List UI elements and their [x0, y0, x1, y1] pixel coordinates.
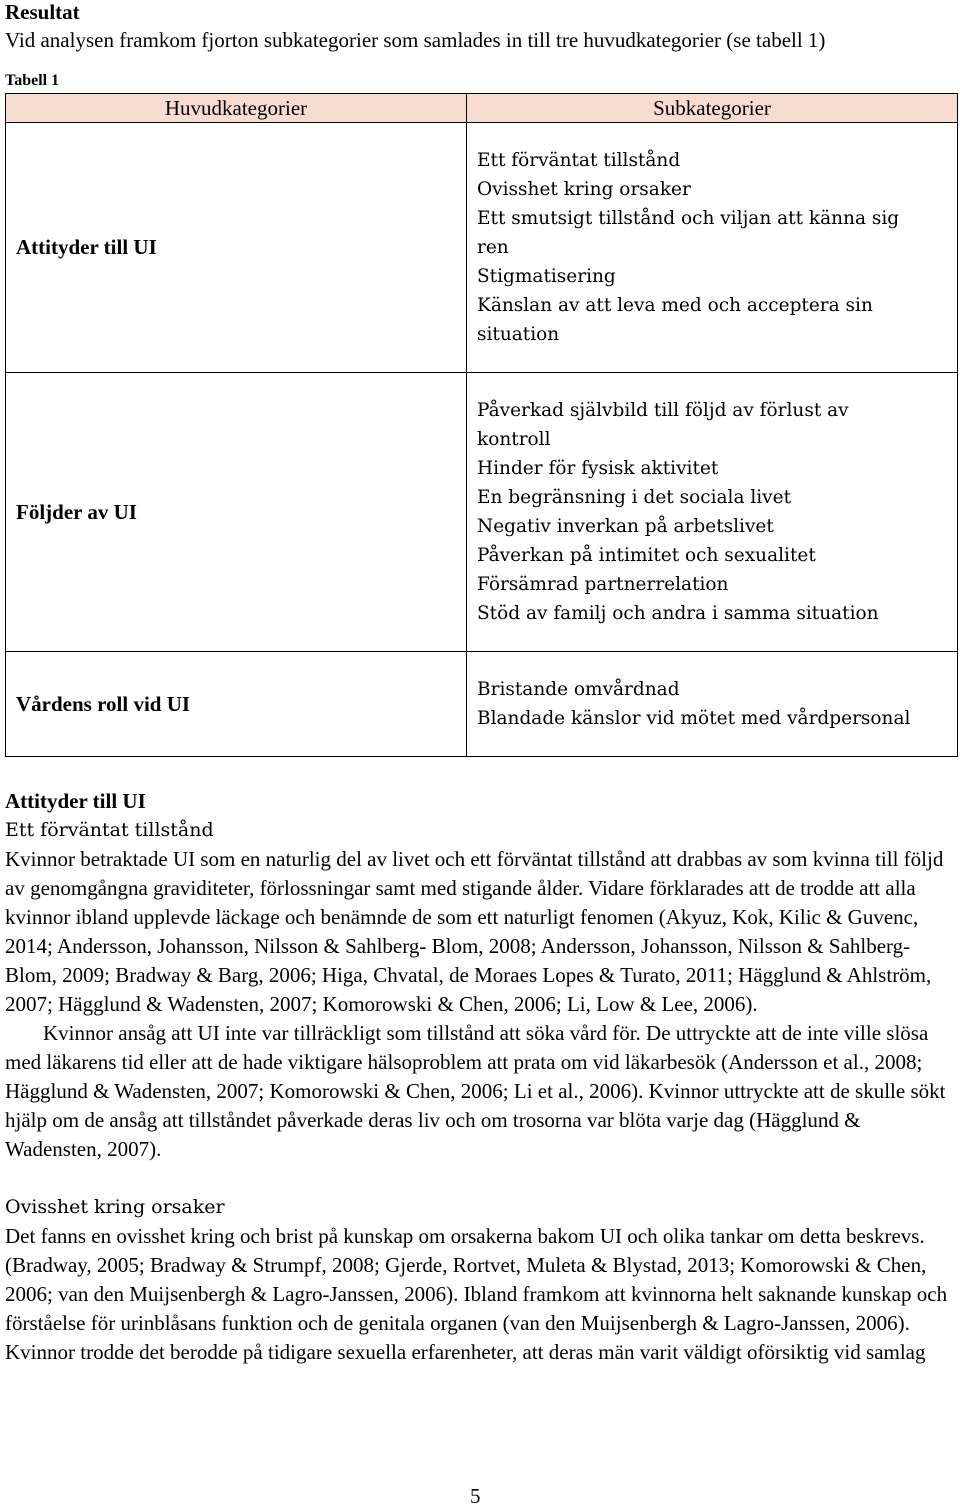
page-number: 5 — [470, 1484, 481, 1508]
subcategory-line: Blandade känslor vid mötet med vårdpersonal — [477, 708, 911, 729]
subcategory-line: Stöd av familj och andra i samma situation — [477, 603, 879, 624]
subcategory-line: ren — [477, 237, 509, 258]
header-subcategories: Subkategorier — [467, 94, 958, 123]
header-main-categories: Huvudkategorier — [6, 94, 467, 123]
section-title: Attityder till UI — [5, 789, 146, 813]
subcategory-line: situation — [477, 324, 560, 345]
table-header-row — [6, 94, 958, 123]
subcategory-line: Hinder för fysisk aktivitet — [477, 458, 719, 479]
document-page — [5, 0, 955, 1367]
main-category-cell: Attityder till UI — [6, 123, 467, 373]
subcategory-line: Negativ inverkan på arbetslivet — [477, 516, 774, 537]
category-table — [5, 93, 958, 757]
table-row — [6, 652, 958, 757]
main-category-cell: Vårdens roll vid UI — [6, 652, 467, 757]
subcategory-line: Ett förväntat tillstånd — [477, 150, 681, 171]
main-category-cell: Följder av UI — [6, 373, 467, 652]
table-row — [6, 123, 958, 373]
subcategory-line: En begränsning i det sociala livet — [477, 487, 792, 508]
subsection-title-2: Ovisshet kring orsaker — [5, 1196, 225, 1218]
subcategory-line: Bristande omvårdnad — [477, 679, 680, 700]
table-row — [6, 373, 958, 652]
subsection-title-1: Ett förväntat tillstånd — [5, 819, 214, 841]
subcategory-line: Känslan av att leva med och acceptera sin — [477, 295, 873, 316]
paragraph-1: Kvinnor betraktade UI som en naturlig del av livet och ett förväntat tillstånd att drabbas av som kvinna till följd av genomgångna graviditeter, förlossningar samt med stigande ålder. Vidare förklarades att de trodde att alla kvinnor ibland upplevde läckage och benämnde de som ett naturligt fenomen (Akyuz, Kok, Kilic & Guvenc, 2014; Andersson, Johansson, Nilsson & Sahlberg- Blom, 2008; Andersson, Johansson, Nilsson & Sahlberg- Blom, 2009; Bradway & Barg, 2006; Higa, Chvatal, de Moraes Lopes & Turato, 2011; Hägglund & Ahlström, 2007; Hägglund & Wadensten, 2007; Komorowski & Chen, 2006; Li, Low & Lee, 2006). — [5, 847, 944, 1016]
subcategory-line: Ovisshet kring orsaker — [477, 179, 691, 200]
subcategory-cell — [467, 652, 958, 757]
subcategory-line: Stigmatisering — [477, 266, 616, 287]
subcategory-line: Påverkan på intimitet och sexualitet — [477, 545, 816, 566]
subcategory-line: Försämrad partnerrelation — [477, 574, 729, 595]
subcategory-cell — [467, 373, 958, 652]
paragraph-3: Det fanns en ovisshet kring och brist på kunskap om orsakerna bakom UI och olika tankar om detta beskrevs. (Bradway, 2005; Bradway & Strumpf, 2008; Gjerde, Rortvet, Muleta & Blystad, 2013; Komorowski & Chen, 2006; van den Muijsenbergh & Lagro-Janssen, 2006). Ibland framkom att kvinnorna helt saknande kunskap och förståelse för urinblåsans funktion och de genitala organen (van den Muijsenbergh & Lagro-Janssen, 2006). Kvinnor trodde det berodde på tidigare sexuella erfarenheter, att deras män varit väldigt oförsiktig vid samlag — [5, 1224, 948, 1364]
subcategory-line: Påverkad självbild till följd av förlust av — [477, 400, 849, 421]
paragraph-2: Kvinnor ansåg att UI inte var tillräckligt som tillstånd att söka vård för. De uttryckte att de inte ville slösa med läkarens tid eller att de hade viktigare hälsoproblem att prata om vid läkarbesök (Andersson et al., 2008; Hägglund & Wadensten, 2007; Komorowski & Chen, 2006; Li et al., 2006). Kvinnor uttryckte att de skulle sökt hjälp om de ansåg att tillståndet påverkade deras liv och om trosorna var blöta varje dag (Hägglund & Wadensten, 2007). — [5, 1021, 946, 1161]
intro-paragraph: Vid analysen framkom fjorton subkategorier som samlades in till tre huvudkategorier (se tabell 1) — [5, 28, 826, 52]
table-label: Tabell 1 — [5, 72, 60, 89]
results-heading: Resultat — [5, 0, 80, 24]
subcategory-line: Ett smutsigt tillstånd och viljan att känna sig — [477, 208, 900, 229]
subcategory-cell — [467, 123, 958, 373]
subcategory-line: kontroll — [477, 429, 551, 450]
